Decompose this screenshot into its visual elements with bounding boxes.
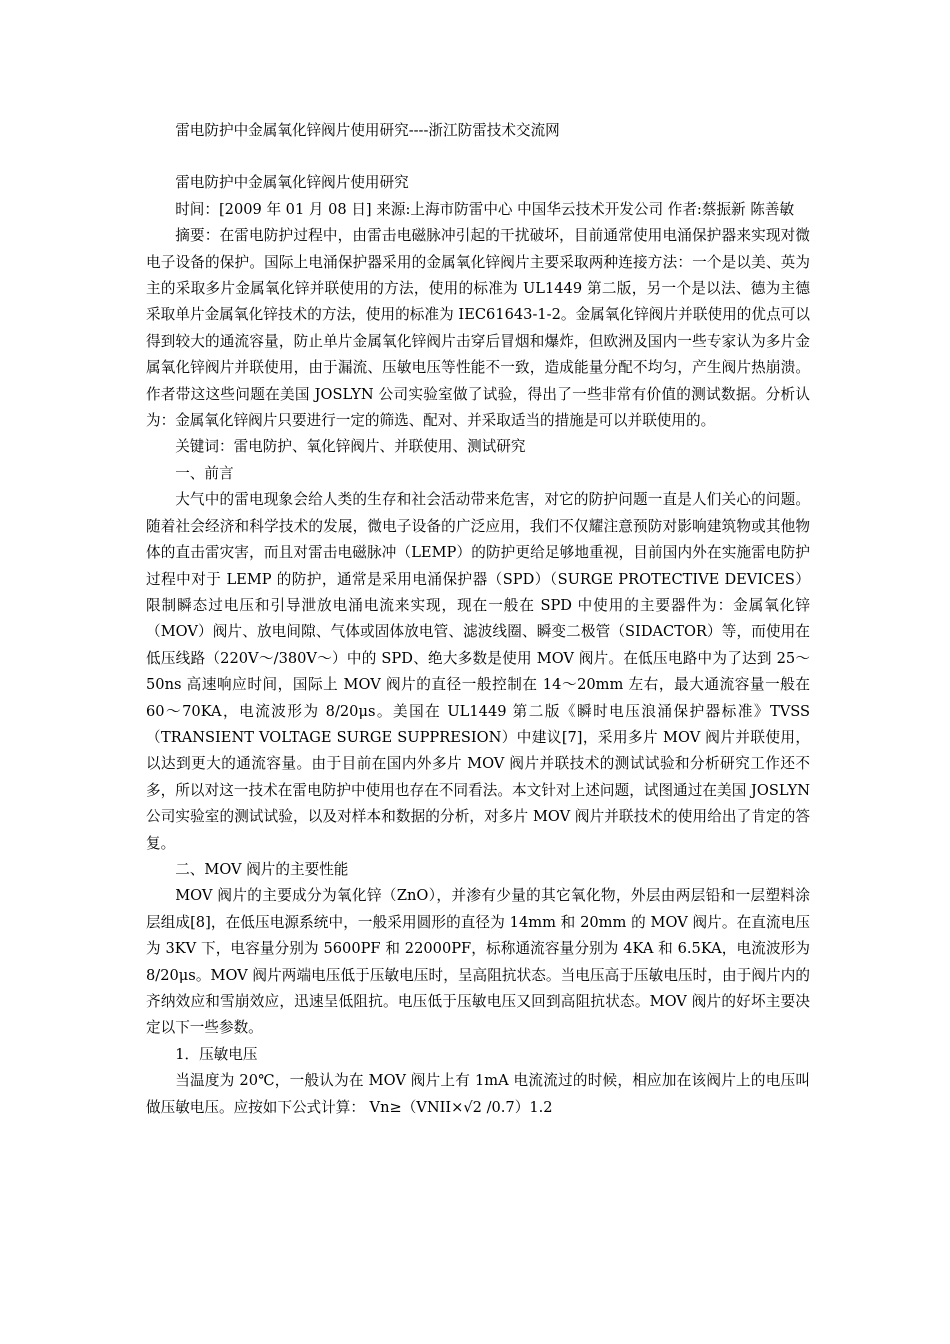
article-meta: 时间：[2009 年 01 月 08 日] 来源:上海市防雷中心 中国华云技术开发公司 作者:蔡振新 陈善敏 <box>175 200 795 218</box>
abstract-paragraph: 摘要：在雷电防护过程中，由雷击电磁脉冲引起的干扰破坏，目前通常使用电涌保护器来实现对微电子设备的保护。国际上电涌保护器采用的金属氧化锌阀片主要采取两种连接方法：一个是以美、英为主的采取多片金属氧化锌并联使用的方法，使用的标准为 UL1449 第二版，另一个是以法、德为主德采取单片金属氧化锌技术的方法，使用的标准为 IEC61643-1-2。金属氧化锌阀片并联使用的优点可以得到较大的通流容量，防止单片金属氧化锌阀片击穿后冒烟和爆炸，但欧洲及国内一些专家认为多片金属氧化锌阀片并联使用，由于漏流、压敏电压等性能不一致，造成能量分配不均匀，产生阀片热崩溃。作者带这这些问题在美国 JOSLYN 公司实验室做了试验，得出了一些非常有价值的测试数据。分析认为：金属氧化锌阀片只要进行一定的筛选、配对、并采取适当的措施是可以并联使用的。 <box>146 227 810 430</box>
introduction-paragraph: 大气中的雷电现象会给人类的生存和社会活动带来危害，对它的防护问题一直是人们关心的问题。随着社会经济和科学技术的发展，微电子设备的广泛应用，我们不仅耀注意预防对影响建筑物或其他物体的直击雷灾害，而且对雷击电磁脉冲（LEMP）的防护更给足够地重视，目前国内外在实施雷电防护过程中对于 LEMP 的防护，通常是采用电涌保护器（SPD）（SURGE PROTECTIVE DEVICES）限制瞬态过电压和引导泄放电涌电流来实现，现在一般在 SPD 中使用的主要器件为：金属氧化锌（MOV）阀片、放电间隙、气体或固体放电管、滤波线圈、瞬变二极管（SIDACTOR）等，而使用在低压线路（220V～/380V～）中的 SPD、绝大多数是使用 MOV 阀片。在低压电路中为了达到 25～50ns 高速响应时间，国际上 MOV 阀片的直径一般控制在 14～20mm 左右，最大通流容量一般在 60～70KA，电流波形为 8/20μs。美国在 UL1449 第二版《瞬时电压浪涌保护器标准》TVSS（TRANSIENT VOLTAGE SURGE SUPPRESION）中建议[7]，采用多片 MOV 阀片并联使用，以达到更大的通流容量。由于目前在国内外多片 MOV 阀片并联技术的测试试验和分析研究工作还不多，所以对这一技术在雷电防护中使用也存在不同看法。本文针对上述问题，试图通过在美国 JOSLYN 公司实验室的测试试验，以及对样本和数据的分析，对多片 MOV 阀片并联技术的使用给出了肯定的答复。 <box>146 491 810 852</box>
mov-performance-paragraph: MOV 阀片的主要成分为氧化锌（ZnO），并渗有少量的其它氧化物，外层由两层铅和一层塑料涂层组成[8]，在低压电源系统中，一般采用圆形的直径为 14mm 和 20mm 的 MOV 阀片。在直流电压为 3KV 下，电容量分别为 5600PF 和 22000PF，标称通流容量分别为 4KA 和 6.5KA，电流波形为 8/20μs。MOV 阀片两端电压低于压敏电压时，呈高阻抗状态。当电压高于压敏电压时，由于阀片内的齐纳效应和雪崩效应，迅速呈低阻抗。电压低于压敏电压又回到高阻抗状态。MOV 阀片的好坏主要决定以下一些参数。 <box>146 887 810 1037</box>
document-header-title: 雷电防护中金属氧化锌阀片使用研究----浙江防雷技术交流网 <box>175 122 560 139</box>
section-heading-mov-performance: 二、MOV 阀片的主要性能 <box>175 860 349 878</box>
keywords-line: 关键词：雷电防护、氧化锌阀片、并联使用、测试研究 <box>175 438 526 456</box>
varistor-voltage-paragraph: 当温度为 20℃，一般认为在 MOV 阀片上有 1mA 电流流过的时候，相应加在该阀片上的电压叫做压敏电压。应按如下公式计算： Vn≥（VNII×√2 /0.7）1.2 <box>146 1072 810 1116</box>
subsection-heading-varistor-voltage: 1．压敏电压 <box>175 1045 258 1063</box>
section-heading-introduction: 一、前言 <box>175 464 234 482</box>
article-title: 雷电防护中金属氧化锌阀片使用研究 <box>175 174 409 192</box>
document-page <box>146 118 810 1121</box>
